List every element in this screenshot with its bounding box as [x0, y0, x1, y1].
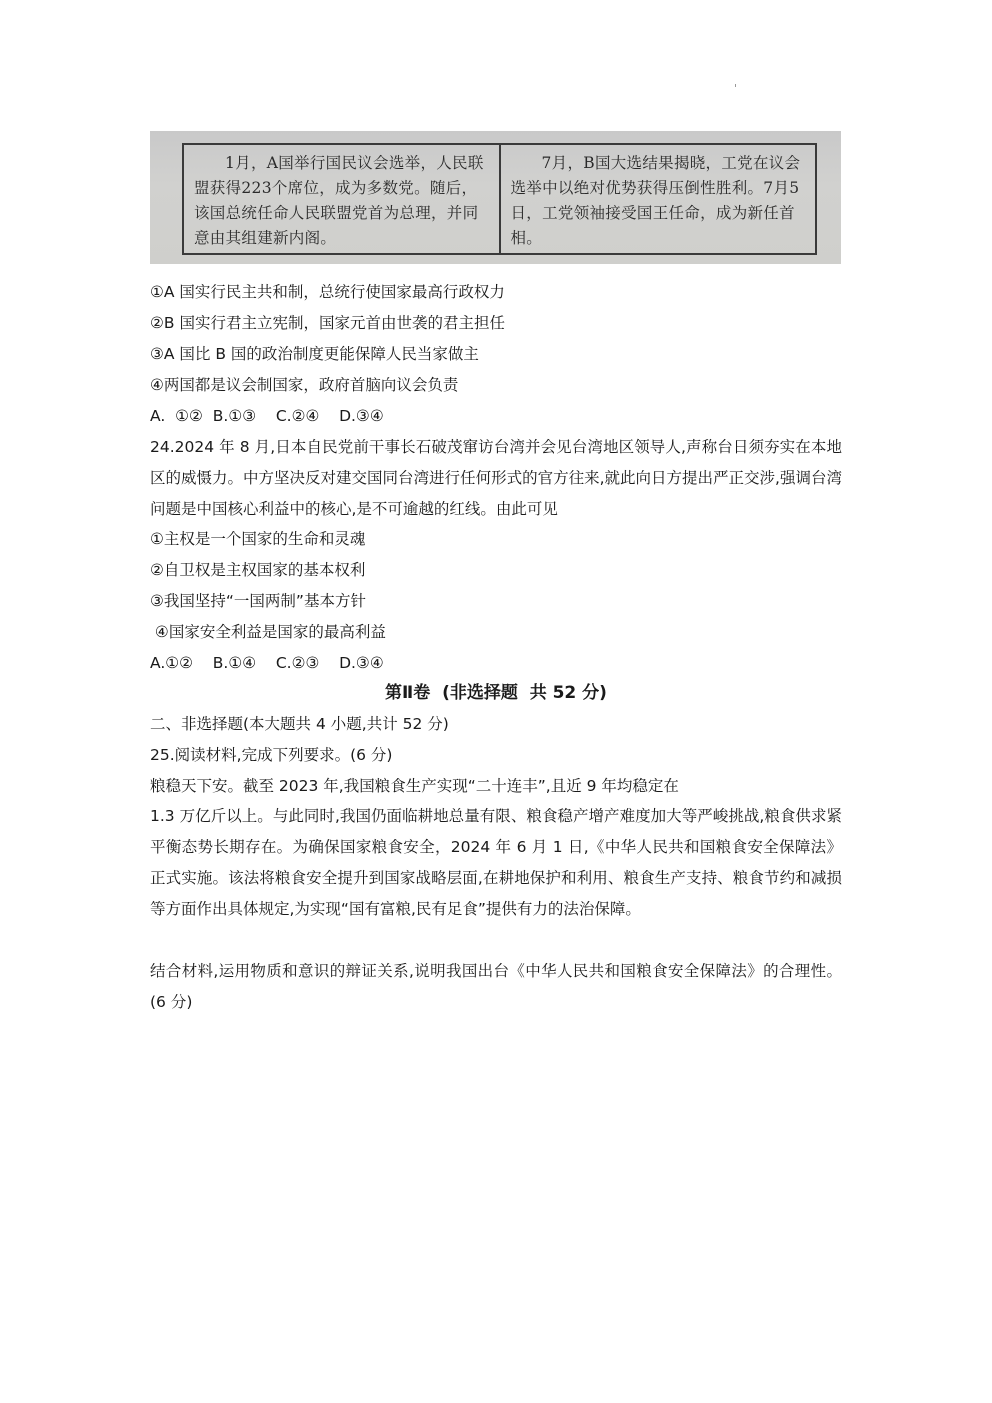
q24-option-3: ③我国坚持“一国两制”基本方针: [150, 592, 366, 610]
q23-option-2: ②B 国实行君主立宪制，国家元首由世袭的君主担任: [150, 314, 505, 332]
q24-answer-choices: A.①② B.①④ C.②③ D.③④: [150, 654, 384, 672]
q25-material: 1.3 万亿斤以上。与此同时,我国仍面临耕地总量有限、粮食稳产增产难度加大等严峻挑战,粮食供求紧平衡态势长期存在。为确保国家粮食安全，2024 年 6 月 1 日,《中华人民共和国粮食安全保障法》正式实施。该法将粮食安全提升到国家战略层面,在耕地保护和利用、粮食生产支持、粮食节约和减损等方面作出具体规定,为实现“国有富粮,民有足食”提供有力的法治保障。: [150, 807, 842, 918]
q25-prompt: 25.阅读材料,完成下列要求。(6 分): [150, 746, 393, 764]
q23-option-4: ④两国都是议会制国家，政府首脑向议会负责: [150, 376, 459, 394]
q23-option-3: ③A 国比 B 国的政治制度更能保障人民当家做主: [150, 345, 479, 363]
scan-speck: [735, 84, 736, 87]
q24-option-4: ④国家安全利益是国家的最高利益: [150, 623, 386, 641]
q25-requirement: 结合材料,运用物质和意识的辩证关系,说明我国出台《中华人民共和国粮食安全保障法》的合理性。(6 分): [150, 962, 842, 1011]
material-cell-country-b: 7月，B国大选结果揭晓，工党在议会选举中以绝对优势获得压倒性胜利。7月5日，工党领袖接受国王任命，成为新任首相。: [499, 145, 816, 253]
material-table: [182, 143, 817, 255]
q25-material-line1: 粮稳天下安。截至 2023 年,我国粮食生产实现“二十连丰”,且近 9 年均稳定在: [150, 777, 679, 795]
q23-option-1: ①A 国实行民主共和制，总统行使国家最高行政权力: [150, 283, 505, 301]
q24-option-1: ①主权是一个国家的生命和灵魂: [150, 530, 366, 548]
q24-stem: 24.2024 年 8 月,日本自民党前干事长石破茂窜访台湾并会见台湾地区领导人,声称台日须夯实在本地区的威慑力。中方坚决反对建交国同台湾进行任何形式的官方往来,就此向日方提出严正交涉,强调台湾问题是中国核心利益中的核心,是不可逾越的红线。由此可见: [150, 438, 842, 518]
material-photo: [150, 131, 841, 264]
material-cell-country-a: 1月，A国举行国民议会选举，人民联盟获得223个席位，成为多数党。随后，该国总统任命人民联盟党首为总理，并同意由其组建新内阁。: [194, 154, 484, 247]
q24-option-2: ②自卫权是主权国家的基本权利: [150, 561, 366, 579]
q23-answer-choices: A. ①② B.①③ C.②④ D.③④: [150, 407, 384, 425]
section-2-heading: 二、非选择题(本大题共 4 小题,共计 52 分): [150, 715, 449, 733]
section-2-title: 第Ⅱ卷 (非选择题 共 52 分): [385, 683, 607, 703]
